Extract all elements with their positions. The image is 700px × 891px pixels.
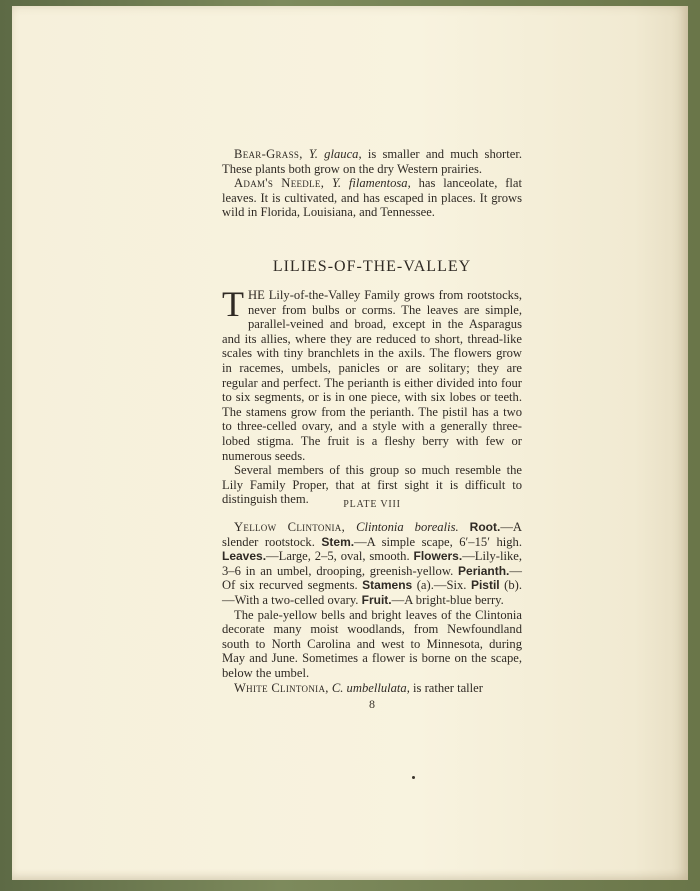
pistil-label: Pistil bbox=[470, 578, 500, 593]
species-name: Yellow Clintonia, bbox=[234, 520, 346, 534]
pistil-text: (b).—With a two-celled ovary. bbox=[222, 578, 522, 607]
family-description-paragraph bbox=[222, 284, 522, 463]
page-number: 8 bbox=[369, 697, 375, 711]
yellow-clintonia-description bbox=[222, 520, 522, 608]
species-latin: Y. filamentosa, bbox=[331, 176, 411, 191]
paragraph-text: HE Lily-of-the-Valley Family grows from rootstocks, never from bulbs or corms. The leaves are simple, parallel-veined and broad, except in the Asparagus and its allies, where they are reduced to short, thread-like scales with tiny branchlets in the axils. The flowers grow in racemes, umbels, panicles or are solitary; they are regular and perfect. The perianth is either divided into four to six segments, or is in one piece, with six lobes or teeth. The stamens grow from the perianth. The pistil has a two to three-celled ovary, and a style with a generally three-lobed stigma. The fruit is a fleshy berry with few or numerous seeds. bbox=[222, 288, 522, 463]
species-text-block bbox=[222, 520, 522, 695]
flowers-text: —Lily-like, 3–6 in an umbel, drooping, greenish-yellow. bbox=[222, 549, 522, 578]
white-clintonia-paragraph bbox=[222, 681, 522, 696]
fruit-label: Fruit. bbox=[361, 592, 392, 607]
plate-caption: PLATE VIII bbox=[343, 499, 401, 510]
resemblance-paragraph: Several members of this group so much resemble the Lily Family Proper, that at first sight it is difficult to distinguish them. bbox=[222, 463, 522, 507]
intro-text-block bbox=[222, 284, 522, 507]
stamens-label: Stamens bbox=[362, 578, 413, 593]
stem-text: —A simple scape, 6′–15′ high. bbox=[354, 534, 522, 549]
root-text: —A slender rootstock. bbox=[222, 520, 523, 549]
species-name: Bear-Grass, bbox=[234, 147, 303, 161]
section-heading: LILIES-OF-THE-VALLEY bbox=[272, 258, 472, 275]
habitat-paragraph: The pale-yellow bells and bright leaves of the Clintonia decorate many moist woodlands, from Newfoundland south to North Carolina and west to Minnesota, during May and June. Sometimes a flower is borne on the scape, below the umbel. bbox=[222, 607, 522, 680]
bear-grass-paragraph bbox=[222, 147, 522, 176]
perianth-text: —Of six recurved segments. bbox=[222, 563, 522, 593]
paragraph-text: has lanceolate, flat leaves. It is cultivated, and has escaped in places. It grows wild in Florida, Louisiana, and Tennessee. bbox=[222, 176, 522, 220]
stamens-text: (a).—Six. bbox=[412, 578, 467, 593]
leaves-label: Leaves. bbox=[222, 549, 267, 564]
adams-needle-paragraph bbox=[222, 176, 522, 220]
continued-text-block bbox=[222, 147, 522, 220]
species-latin: Clintonia borealis. bbox=[356, 520, 459, 534]
drop-cap: T bbox=[222, 284, 244, 324]
fruit-text: —A bright-blue berry. bbox=[391, 592, 504, 607]
leaves-text: —Large, 2–5, oval, smooth. bbox=[266, 549, 410, 564]
species-name: Adam's Needle, bbox=[234, 176, 325, 191]
species-latin: C. umbellulata, bbox=[331, 680, 410, 695]
species-name: White Clintonia, bbox=[234, 680, 329, 695]
flowers-label: Flowers. bbox=[413, 549, 463, 564]
paper-speck bbox=[412, 776, 415, 779]
paragraph-text: is rather taller bbox=[409, 680, 483, 695]
root-label: Root. bbox=[469, 520, 501, 534]
perianth-label: Perianth. bbox=[458, 563, 510, 578]
paragraph-text: is smaller and much shorter. These plants both grow on the dry Western prairies. bbox=[222, 147, 522, 176]
stem-label: Stem. bbox=[321, 534, 355, 549]
species-latin: Y. glauca, bbox=[308, 147, 362, 161]
